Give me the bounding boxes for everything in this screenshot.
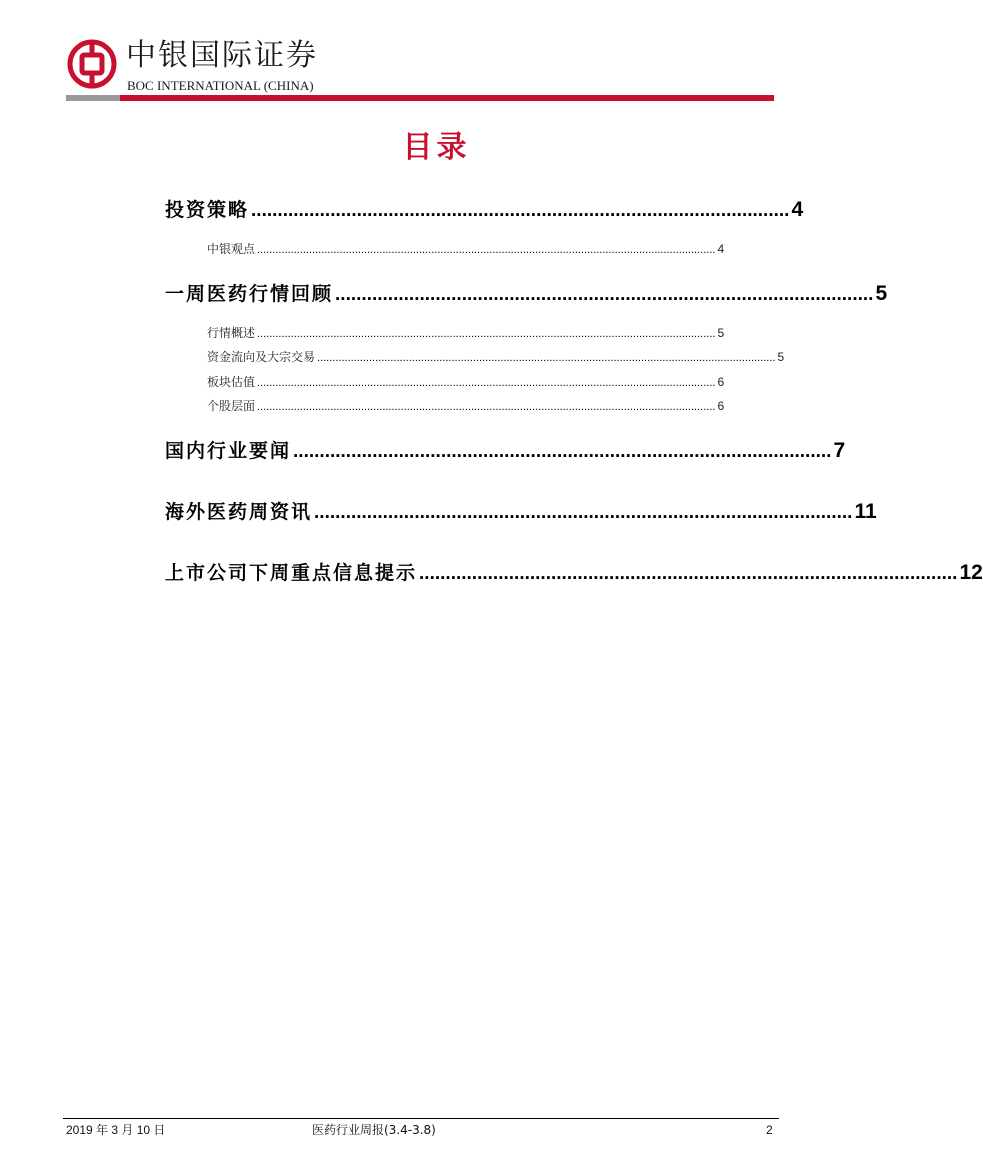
toc-entry-domestic-news[interactable] bbox=[165, 436, 846, 466]
toc-entry-investment-strategy[interactable] bbox=[165, 195, 804, 225]
footer-date: 2019 年 3 月 10 日 bbox=[66, 1123, 166, 1137]
toc-entry-title: 海外医药周资讯 bbox=[165, 501, 313, 523]
toc-dot-leader: ...................................................................................................... bbox=[419, 563, 958, 584]
toc-entry-title: 国内行业要闻 bbox=[165, 440, 292, 462]
toc-page-number: 12 bbox=[959, 561, 983, 584]
toc-page-number: 7 bbox=[833, 439, 846, 462]
toc-entry-title: 行情概述 bbox=[207, 326, 256, 340]
footer-rule bbox=[63, 1118, 779, 1119]
toc-page-number: 6 bbox=[717, 375, 725, 389]
toc-dot-leader: ...................................................................................................... bbox=[293, 441, 832, 462]
footer-page-number: 2 bbox=[766, 1123, 773, 1137]
toc-entry-title: 上市公司下周重点信息提示 bbox=[165, 562, 418, 584]
toc-entry-sector-valuation[interactable] bbox=[207, 373, 725, 391]
toc-entry-capital-flows[interactable] bbox=[207, 348, 785, 366]
toc-page-number: 4 bbox=[791, 198, 804, 221]
toc-title: 目录 bbox=[402, 130, 471, 165]
toc-page-number: 4 bbox=[717, 242, 725, 256]
toc-dot-leader: ...................................................................................................... bbox=[251, 200, 790, 221]
toc-entry-market-overview[interactable] bbox=[207, 324, 725, 342]
toc-entry-company-info-next-week[interactable] bbox=[165, 558, 983, 588]
toc-entry-title: 资金流向及大宗交易 bbox=[207, 350, 316, 364]
toc-page-number: 5 bbox=[777, 350, 785, 364]
toc-entry-boc-view[interactable] bbox=[207, 240, 725, 258]
toc-dot-leader: ...................................................................................................................................................... bbox=[257, 401, 716, 413]
toc-page-number: 11 bbox=[854, 500, 877, 523]
toc-dot-leader: ...................................................................................................................................................... bbox=[317, 352, 776, 364]
toc-entry-title: 中银观点 bbox=[207, 242, 256, 256]
toc-dot-leader: ...................................................................................................................................................... bbox=[257, 328, 716, 340]
toc-entry-individual-stocks[interactable] bbox=[207, 397, 725, 415]
toc-entry-title: 一周医药行情回顾 bbox=[165, 283, 334, 305]
toc-dot-leader: ...................................................................................................... bbox=[314, 502, 853, 523]
toc-dot-leader: ...................................................................................................................................................... bbox=[257, 377, 716, 389]
toc-dot-leader: ...................................................................................................... bbox=[335, 284, 874, 305]
toc-entry-title: 板块估值 bbox=[207, 375, 256, 389]
footer-report-title: 医药行业周报(3.4-3.8) bbox=[312, 1123, 436, 1137]
toc-page-number: 5 bbox=[875, 282, 888, 305]
toc-entry-weekly-market-review[interactable] bbox=[165, 279, 888, 309]
brand-name-chinese: 中银国际证券 bbox=[126, 38, 318, 73]
toc-entry-title: 个股层面 bbox=[207, 399, 256, 413]
brand-name-english: BOC INTERNATIONAL (CHINA) bbox=[127, 78, 314, 93]
toc-dot-leader: ...................................................................................................................................................... bbox=[257, 244, 716, 256]
toc-page-number: 6 bbox=[717, 399, 725, 413]
toc-entry-overseas-news[interactable] bbox=[165, 497, 877, 527]
toc-page-number: 5 bbox=[717, 326, 725, 340]
toc-entry-title: 投资策略 bbox=[165, 199, 250, 221]
